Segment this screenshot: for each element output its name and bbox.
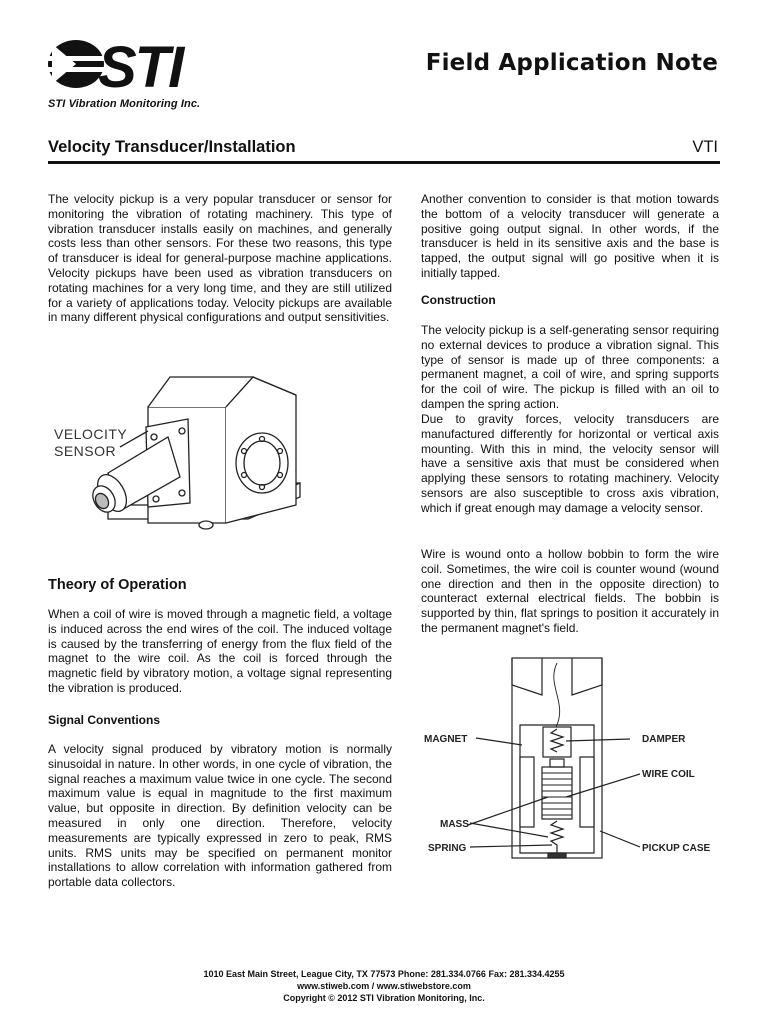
label-spring: SPRING: [428, 843, 467, 854]
signal-paragraph: A velocity signal produced by vibratory motion is normally sinusoidal in nature. In other words, in one cycle of vibration, the signal reaches a maximum value twice in one cycle. The second maximum value is equal in magnitude to the first maximum value, but opposite in direction. By definition velocity can be measured in only one direction. Therefore, velocity measurements are typically expressed in zero to peak, RMS units. RMS units may be specified on permanent monitor installations to allow correlation with information gathered from portable data collectors.: [48, 742, 392, 890]
company-name: STI Vibration Monitoring Inc.: [48, 98, 201, 110]
label-magnet: MAGNET: [424, 734, 468, 745]
label-wire-coil: WIRE COIL: [642, 769, 695, 780]
construction-paragraph-2: Due to gravity forces, velocity transducers are manufactured differently for horizontal or vertical axis mounting. With this in mind, the velocity sensor will have a sensitive axis that must be considered when applying these sensors to rotating machinery. Velocity sensors are also susceptible to cross axis vibration, which if great enough may damage a velocity sensor.: [421, 412, 719, 515]
label-damper: DAMPER: [642, 734, 686, 745]
construction-heading: Construction: [421, 293, 496, 307]
footer-web: www.stiweb.com / www.stiwebstore.com: [297, 981, 471, 991]
header-rule: [48, 161, 720, 164]
note-type: Field Application Note: [425, 50, 718, 76]
construction-paragraph-1: The velocity pickup is a self-generating sensor requiring no external devices to produce a vibration signal. This type of sensor is made up of three components: a permanent magnet, a coil of wire, and spring supports for the coil of wire. The pickup is filled with an oil to dampen the spring action.: [421, 323, 719, 411]
page-title: Velocity Transducer/Installation: [48, 138, 296, 156]
intro-paragraph: The velocity pickup is a very popular transducer or sensor for monitoring the vibration of rotating machinery. This type of vibration transducer installs easily on machines, and generally costs less than other sensors. For these two reasons, this type of transducer is ideal for general-purpose machine applications. Velocity pickups have been used as vibration transducers on rotating machines for a very long time, and they are still utilized for a variety of applications today. Velocity pickups are available in many different physical configurations and output sensitivities.: [48, 192, 392, 325]
figure-label-line1: VELOCITY: [54, 426, 128, 442]
footer-copyright: Copyright © 2012 STI Vibration Monitoring, Inc.: [283, 993, 485, 1003]
document-code: VTI: [692, 138, 718, 156]
theory-paragraph: When a coil of wire is moved through a magnetic field, a voltage is induced across the end wires of the coil. The induced voltage is caused by the transferring of energy from the flux field of the magnet to the wire coil. As the coil is forced through the magnetic field by vibratory motion, a voltage signal representing the vibration is produced.: [48, 607, 392, 695]
velocity-sensor-illustration: [48, 355, 310, 547]
theory-heading: Theory of Operation: [48, 577, 187, 593]
logo-text: STI: [98, 36, 183, 100]
footer-address: 1010 East Main Street, League City, TX 77573 Phone: 281.334.0766 Fax: 281.334.4255: [203, 969, 565, 979]
label-mass: MASS: [440, 819, 469, 830]
signal-heading: Signal Conventions: [48, 713, 161, 727]
pickup-cross-section-diagram: [420, 655, 720, 870]
construction-paragraph-3: Wire is wound onto a hollow bobbin to form the wire coil. Sometimes, the wire coil is counter wound (wound one direction and then in the opposite direction) to counteract external electrical fields. The bobbin is supported by thin, flat springs to position it accurately in the permanent magnet's field.: [421, 547, 719, 635]
figure-label-line2: SENSOR: [54, 443, 117, 459]
label-pickup-case: PICKUP CASE: [642, 843, 711, 854]
convention-paragraph: Another convention to consider is that motion towards the bottom of a velocity transducer will generate a positive going output signal. In other words, if the transducer is held in its sensitive axis and the base is tapped, the output signal will go positive when it is initially tapped.: [421, 192, 719, 280]
